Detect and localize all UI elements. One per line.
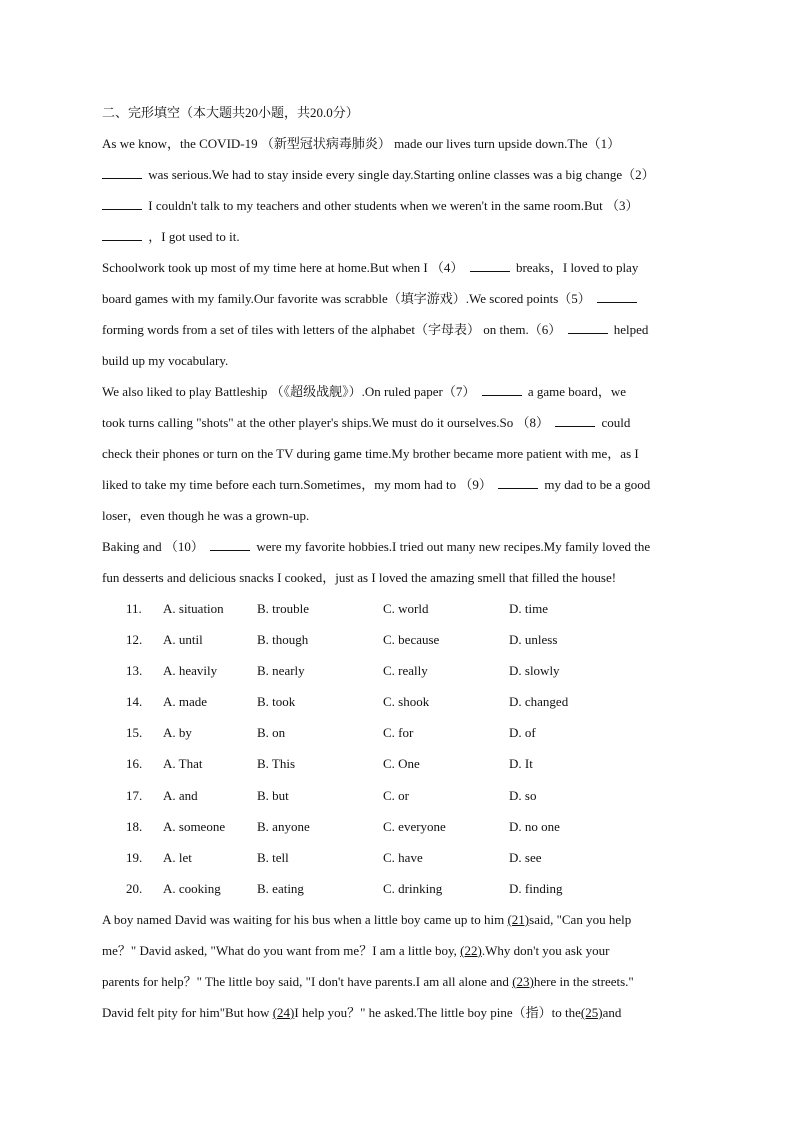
option-d[interactable]: D. of bbox=[509, 725, 536, 741]
option-c[interactable]: C. drinking bbox=[383, 880, 443, 896]
passage-line: I couldn't talk to my teachers and other students when we weren't in the same room.But （3） bbox=[102, 190, 702, 221]
option-row: 15. A. by B. on C. for D. of bbox=[126, 717, 702, 748]
passage-line: check their phones or turn on the TV during game time.My brother became more patient with me，as I bbox=[102, 446, 639, 461]
option-a[interactable]: A. until bbox=[163, 632, 203, 648]
option-a[interactable]: A. and bbox=[163, 787, 198, 803]
blank-line[interactable] bbox=[470, 261, 510, 272]
option-row: 16. A. That B. This C. One D. It bbox=[126, 748, 702, 779]
passage-line: liked to take my time before each turn.Sometimes，my mom had to （9） my dad to be a good bbox=[102, 477, 651, 492]
option-d[interactable]: D. finding bbox=[509, 880, 563, 896]
option-b[interactable]: B. tell bbox=[257, 849, 289, 865]
option-a[interactable]: A. situation bbox=[163, 601, 224, 616]
option-row: 20. A. cooking B. eating C. drinking D. finding bbox=[126, 873, 702, 904]
passage-line: took turns calling "shots" at the other player's ships.We must do it ourselves.So （8） could bbox=[102, 415, 631, 430]
option-a[interactable]: A. That bbox=[163, 756, 203, 772]
option-row: 18. A. someone B. anyone C. everyone D. no one bbox=[126, 811, 702, 842]
blank-line[interactable] bbox=[482, 385, 522, 396]
option-row: 19. A. let B. tell C. have D. see bbox=[126, 842, 702, 873]
option-c[interactable]: C. One bbox=[383, 756, 420, 772]
blank-line[interactable] bbox=[102, 199, 142, 210]
option-b[interactable]: B. took bbox=[257, 694, 296, 710]
passage-line: A boy named David was waiting for his bus when a little boy came up to him (21)said, "Can you help bbox=[102, 911, 632, 927]
option-b[interactable]: B. eating bbox=[257, 880, 304, 896]
option-b[interactable]: B. trouble bbox=[257, 601, 309, 616]
option-row: 11. A. situation B. trouble C. world D. time bbox=[126, 593, 702, 624]
passage-line: forming words from a set of tiles with letters of the alphabet（字母表） on them.（6） helped bbox=[102, 322, 649, 337]
option-a[interactable]: A. someone bbox=[163, 818, 226, 834]
option-d[interactable]: D. unless bbox=[509, 632, 558, 648]
option-d[interactable]: D. It bbox=[509, 756, 533, 772]
passage-line: We also liked to play Battleship （《超级战舰》）.On ruled paper（7） a game board，we bbox=[102, 384, 627, 399]
blank-21[interactable]: (21) bbox=[507, 911, 530, 927]
option-row: 12. A. until B. though C. because D. unless bbox=[126, 624, 702, 655]
blank-line[interactable] bbox=[102, 230, 142, 241]
passage-line: was serious.We had to stay inside every single day.Starting online classes was a big change（2） bbox=[102, 159, 702, 190]
passage-line: parents for help？" The little boy said, "I don't have parents.I am all alone and (23)here in the streets." bbox=[102, 973, 634, 989]
option-b[interactable]: B. on bbox=[257, 725, 286, 741]
option-b[interactable]: B. though bbox=[257, 632, 309, 648]
blank-line[interactable] bbox=[555, 416, 595, 427]
passage-line: board games with my family.Our favorite was scrabble（填字游戏）.We scored points（5） bbox=[102, 283, 702, 314]
option-b[interactable]: B. but bbox=[257, 787, 289, 803]
passage-line: ，I got used to it. bbox=[102, 221, 702, 252]
option-d[interactable]: D. so bbox=[509, 787, 537, 803]
blank-line[interactable] bbox=[568, 323, 608, 334]
option-a[interactable]: A. by bbox=[163, 725, 192, 741]
option-c[interactable]: C. have bbox=[383, 849, 423, 865]
section-title: 二、完形填空（本大题共20小题，共20.0分） bbox=[102, 105, 359, 120]
option-c[interactable]: C. everyone bbox=[383, 818, 446, 834]
option-b[interactable]: B. anyone bbox=[257, 818, 310, 834]
option-a[interactable]: A. heavily bbox=[163, 663, 218, 679]
blank-line[interactable] bbox=[498, 478, 538, 489]
passage-line: Baking and （10） were my favorite hobbies.I tried out many new recipes.My family loved the bbox=[102, 539, 651, 554]
option-b[interactable]: B. nearly bbox=[257, 663, 305, 679]
options-list bbox=[126, 593, 702, 904]
blank-22[interactable]: (22) bbox=[460, 942, 482, 958]
option-row: 14. A. made B. took C. shook D. changed bbox=[126, 686, 702, 717]
option-row: 13. A. heavily B. nearly C. really D. slowly bbox=[126, 655, 702, 686]
blank-23[interactable]: (23) bbox=[512, 973, 534, 989]
option-b[interactable]: B. This bbox=[257, 756, 296, 772]
option-a[interactable]: A. cooking bbox=[163, 880, 221, 896]
blank-25[interactable]: (25) bbox=[580, 1004, 603, 1020]
option-a[interactable]: A. made bbox=[163, 694, 208, 710]
passage-line: loser，even though he was a grown-up. bbox=[102, 508, 310, 523]
option-a[interactable]: A. let bbox=[163, 849, 192, 865]
passage-line: David felt pity for him"But how (24)I help you？" he asked.The little boy pine（指）to the(25)and bbox=[102, 1004, 622, 1020]
option-c[interactable]: C. because bbox=[383, 632, 440, 648]
option-d[interactable]: D. see bbox=[509, 849, 542, 865]
blank-line[interactable] bbox=[210, 540, 250, 551]
option-d[interactable]: D. slowly bbox=[509, 663, 560, 679]
option-c[interactable]: C. really bbox=[383, 663, 428, 679]
passage-line: Schoolwork took up most of my time here at home.But when I （4） breaks，I loved to play bbox=[102, 260, 639, 275]
blank-line[interactable] bbox=[597, 292, 637, 303]
option-d[interactable]: D. changed bbox=[509, 694, 569, 710]
option-c[interactable]: C. world bbox=[383, 601, 429, 616]
passage-line: As we know，the COVID-19 （新型冠状病毒肺炎） made our lives turn upside down.The（1） bbox=[102, 136, 621, 151]
option-d[interactable]: D. time bbox=[509, 601, 548, 616]
option-c[interactable]: C. shook bbox=[383, 694, 430, 710]
option-c[interactable]: C. or bbox=[383, 787, 409, 803]
option-d[interactable]: D. no one bbox=[509, 818, 560, 834]
option-c[interactable]: C. for bbox=[383, 725, 414, 741]
passage-line: me？" David asked, "What do you want from me？I am a little boy, (22).Why don't you ask your bbox=[102, 942, 610, 958]
passage-line: build up my vocabulary. bbox=[102, 353, 229, 368]
option-row: 17. A. and B. but C. or D. so bbox=[126, 780, 702, 811]
blank-line[interactable] bbox=[102, 168, 142, 179]
passage-line: fun desserts and delicious snacks I cooked，just as I loved the amazing smell that filled the house! bbox=[102, 570, 617, 585]
page-content bbox=[102, 98, 702, 1028]
blank-24[interactable]: (24) bbox=[272, 1004, 295, 1020]
